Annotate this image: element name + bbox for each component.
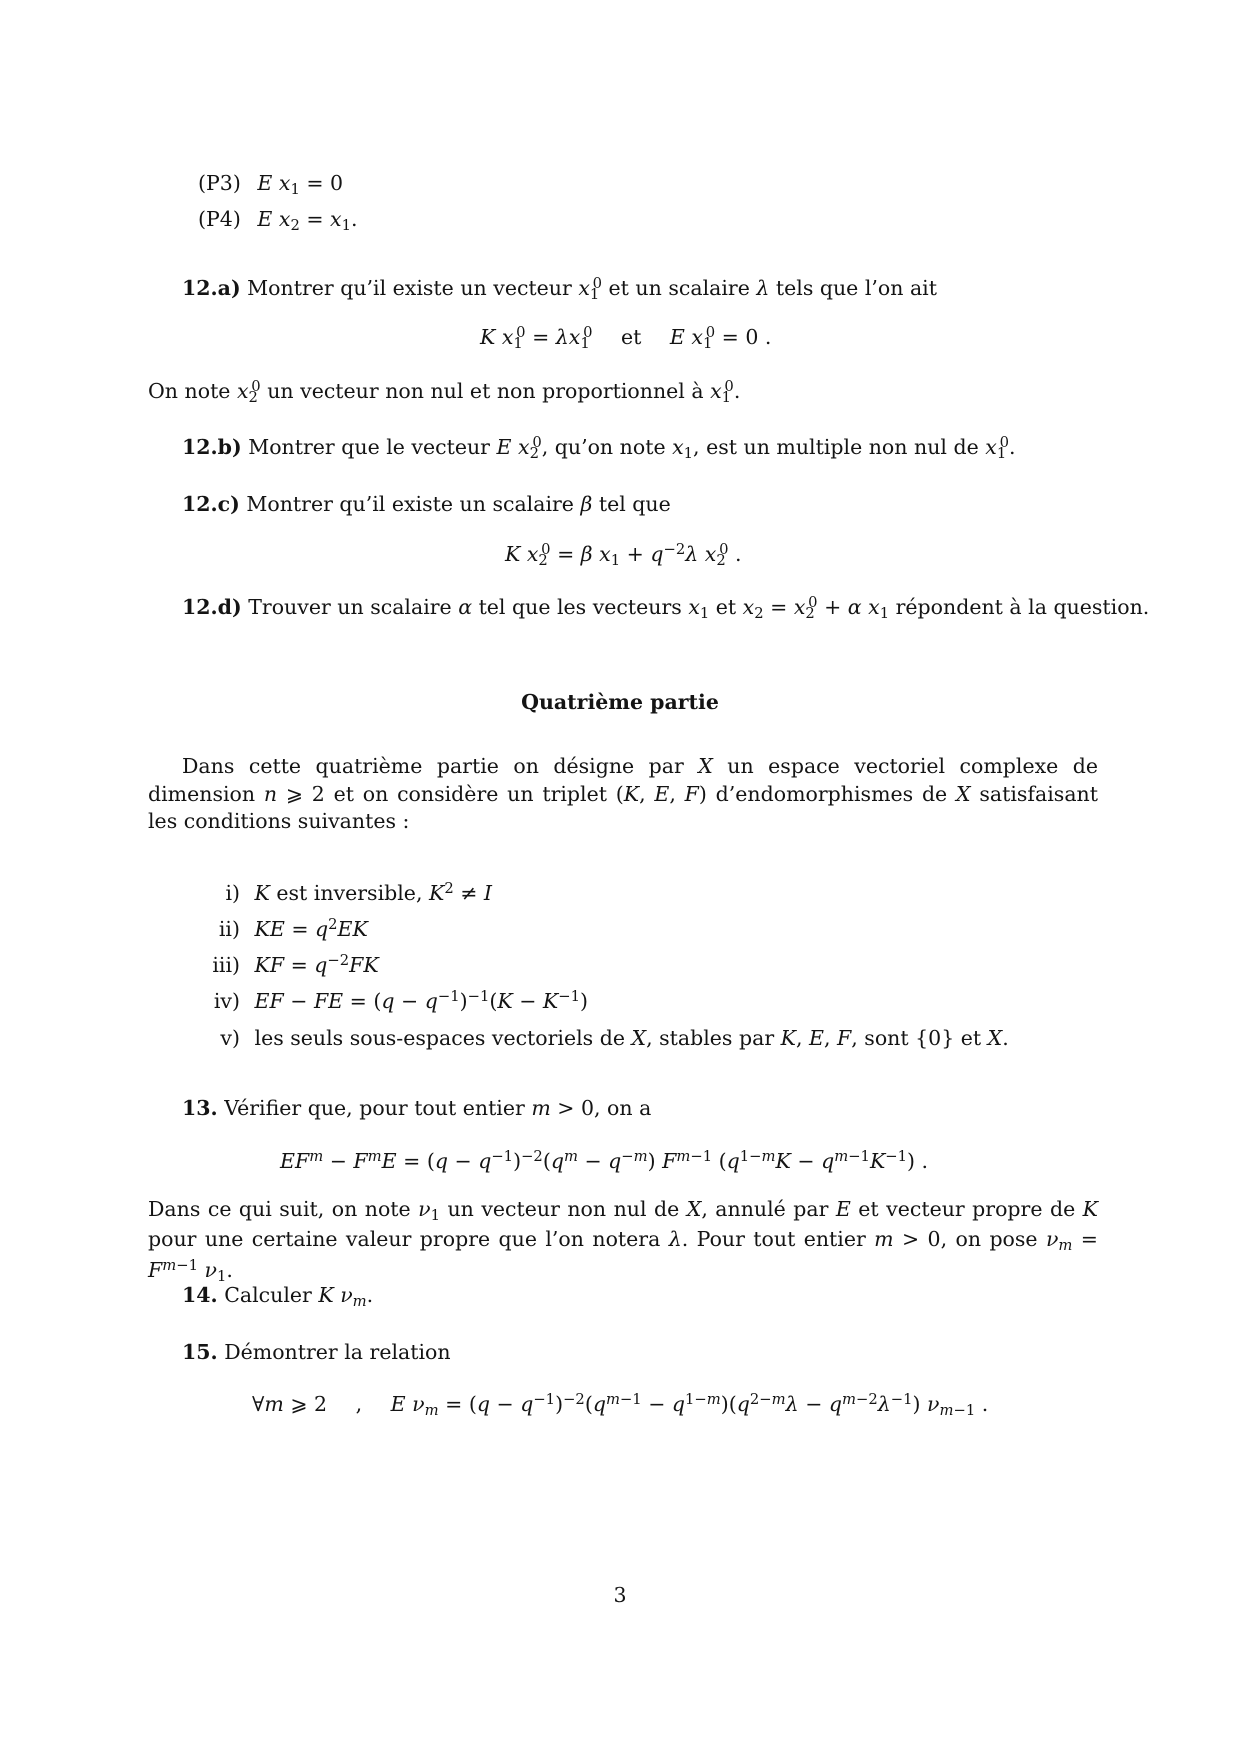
definition-paragraph: Dans ce qui suit, on note $\nu_1$ un vecteur non nul de X, annulé par E et vecteur propre de K pour une certaine valeur propre que l’on notera λ. Pour tout entier m > 0, on pose $\nu_m = F^{m-1}$ $\nu_1$. xyxy=(148,1197,1098,1286)
equation-12c: K $x_2^0 = \beta$ $x_1 + q^{-2}\lambda$ $x_2^0$ . xyxy=(505,541,742,570)
property-p3: (P3) E $x_1 = 0$ xyxy=(198,171,344,199)
condition-item: ii) KE = $q^2EK$ xyxy=(218,916,368,942)
question-12c: 12.c) Montrer qu’il existe un scalaire β tel que xyxy=(182,492,671,516)
question-12b: 12.b) Montrer que le vecteur E $x_2^0$, qu’on note $x_1$, est un multiple non nul de $x_1^0$. xyxy=(182,434,1016,463)
condition-item: iii) KF = $q^{-2}FK$ xyxy=(212,952,379,978)
question-15: 15. Démontrer la relation xyxy=(182,1340,451,1364)
equation-13: $EF^m - F^mE = (q - q^{-1})^{-2}(q^m - q^{-m})$ $F^{m-1}$ $(q^{1-m}K - q^{m-1}K^{-1})$ . xyxy=(280,1148,929,1174)
equation-15: ∀m ⩾ 2 , E $\nu_m = (q - q^{-1})^{-2}(q^{m-1} - q^{1-m})(q^{2-m}\lambda - q^{m-2}\lambda^{-1})$ $\nu_{m-1}$ . xyxy=(252,1391,989,1420)
question-13: 13. Vérifier que, pour tout entier m > 0, on a xyxy=(182,1096,652,1120)
question-12d: 12.d) Trouver un scalaire α tel que les vecteurs $x_1$ et $x_2 = x_2^0 + \alpha$ $x_1$ répondent à la question. xyxy=(182,594,1150,623)
property-p4: (P4) E $x_2 = x_1$. xyxy=(198,207,358,235)
p3-formula: E $x_1 = 0$ xyxy=(257,171,344,199)
note-paragraph: On note $x_2^0$ un vecteur non nul et non proportionnel à $x_1^0$. xyxy=(148,378,741,407)
condition-item: iv) EF − FE = $(q - q^{-1})^{-1}(K - K^{-1})$ xyxy=(213,988,588,1014)
condition-item: i) K est inversible, $K^2 \ne I$ xyxy=(225,880,493,906)
section-heading: Quatrième partie xyxy=(521,690,719,714)
equation-12a: K $x_1^0 = \lambda x_1^0$ et E $x_1^0 = 0$ . xyxy=(480,324,772,353)
p4-formula: E $x_2 = x_1$. xyxy=(257,207,358,235)
question-12a: 12.a) Montrer qu’il existe un vecteur $x_1^0$ et un scalaire λ tels que l’on ait xyxy=(182,275,937,304)
question-14: 14. Calculer K $\nu_m$. xyxy=(182,1283,374,1311)
page-number: 3 xyxy=(613,1583,627,1607)
condition-item: v) les seuls sous-espaces vectoriels de X, stables par K, E, F, sont {0} et X. xyxy=(220,1026,1009,1050)
intro-paragraph: Dans cette quatrième partie on désigne par X un espace vectoriel complexe de dimension n ⩾ 2 et on considère un triplet (K, E, F) d’endomorphismes de X satisfaisant les conditions suivantes : xyxy=(148,754,1099,834)
